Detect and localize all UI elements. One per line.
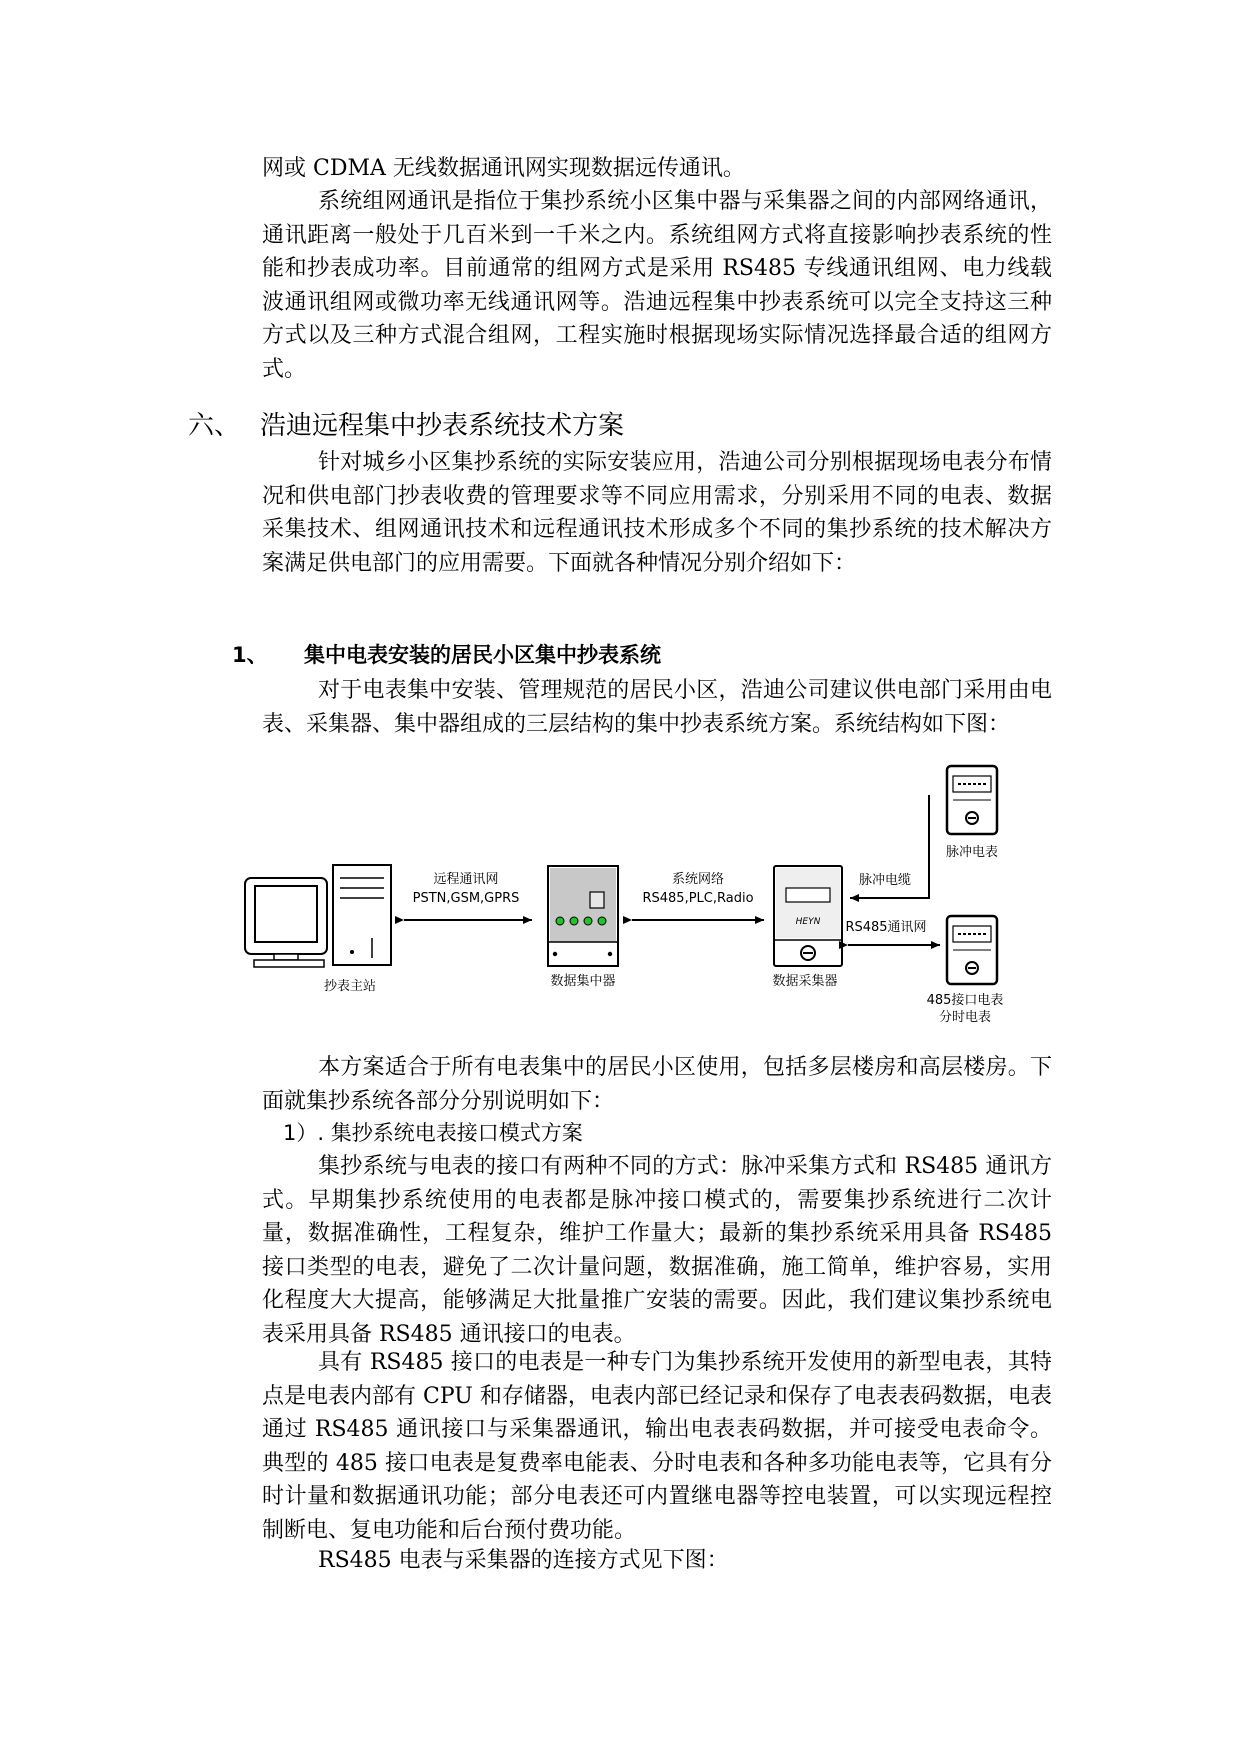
concentrator-label: 数据集中器 [550,974,616,989]
subsubsection-heading: 1）. 集抄系统电表接口模式方案 [283,1121,583,1145]
meter-485-label-2: 分时电表 [938,1010,992,1025]
meter-485-label-1: 485接口电表 [926,993,1004,1008]
subsection-title: 集中电表安装的居民小区集中抄表系统 [304,643,661,667]
subsection-number: 1、 [232,643,268,667]
meter-485-icon [947,916,997,984]
section-number: 六、 [188,411,241,441]
paragraph-1: 网或 CDMA 无线数据通讯网实现数据远传通讯。 [262,156,745,181]
system-net-label-2: RS485,PLC,Radio [642,891,754,906]
collector-icon [774,866,842,966]
rs485-net-label: RS485通讯网 [845,920,927,935]
paragraph-3: 针对城乡小区集抄系统的实际安装应用，浩迪公司分别根据现场电表分布情况和供电部门抄表收费的管理要求等不同应用需求，分别采用不同的电表、数据采集技术、组网通讯技术和远程通讯技术形成多个不同的集抄系统的技术解决方案满足供电部门的应用需要。下面就各种情况分别介绍如下： [262,450,1052,576]
system-net-label-1: 系统网络 [671,872,725,887]
paragraph-7: 具有 RS485 接口的电表是一种专门为集抄系统开发使用的新型电表，其特点是电表内部有 CPU 和存储器，电表内部已经记录和保存了电表表码数据，电表通过 RS485 通讯接口与采集器通讯，输出电表表码数据，并可接受电表命令。典型的 485 接口电表是复费率电能表、分时电表和各种多功能电表等，它具有分时计量和数据通讯功能；部分电表还可内置继电器等控电装置，可以实现远程控制断电、复电功能和后台预付费功能。 [262,1350,1052,1543]
computer-icon [245,865,391,967]
pulse-meter-icon [947,766,997,834]
pulse-meter-label: 脉冲电表 [945,845,999,860]
paragraph-5: 本方案适合于所有电表集中的居民小区使用，包括多层楼房和高层楼房。下面就集抄系统各部分分别说明如下： [262,1055,1052,1114]
collector-label: 数据采集器 [772,974,838,989]
paragraph-6: 集抄系统与电表的接口有两种不同的方式：脉冲采集方式和 RS485 通讯方式。早期集抄系统使用的电表都是脉冲接口模式的，需要集抄系统进行二次计量，数据准确性，工程复杂，维护工作量大；最新的集抄系统采用具备 RS485 接口类型的电表，避免了二次计量问题，数据准确，施工简单，维护容易，实用化程度大大提高，能够满足大批量推广安装的需要。因此，我们建议集抄系统电表采用具备 RS485 通讯接口的电表。 [262,1154,1052,1347]
paragraph-4: 对于电表集中安装、管理规范的居民小区，浩迪公司建议供电部门采用由电表、采集器、集中器组成的三层结构的集中抄表系统方案。系统结构如下图： [262,678,1052,737]
pulse-cable-label: 脉冲电缆 [858,873,912,888]
svg-text:HEYN: HEYN [795,917,821,927]
concentrator-icon [548,866,618,966]
remote-net-label-1: 远程通讯网 [433,872,499,887]
station-label: 抄表主站 [323,979,377,994]
section-title: 浩迪远程集中抄表系统技术方案 [260,411,625,441]
paragraph-2: 系统组网通讯是指位于集抄系统小区集中器与采集器之间的内部网络通讯，通讯距离一般处于几百米到一千米之内。系统组网方式将直接影响抄表系统的性能和抄表成功率。目前通常的组网方式是采用 RS485 专线通讯组网、电力线载波通讯组网或微功率无线通讯网等。浩迪远程集中抄表系统可以完全支持这三种方式以及三种方式混合组网，工程实施时根据现场实际情况选择最合适的组网方式。 [262,189,1052,382]
remote-net-label-2: PSTN,GSM,GPRS [412,891,520,906]
paragraph-8: RS485 电表与采集器的连接方式见下图： [318,1548,729,1573]
